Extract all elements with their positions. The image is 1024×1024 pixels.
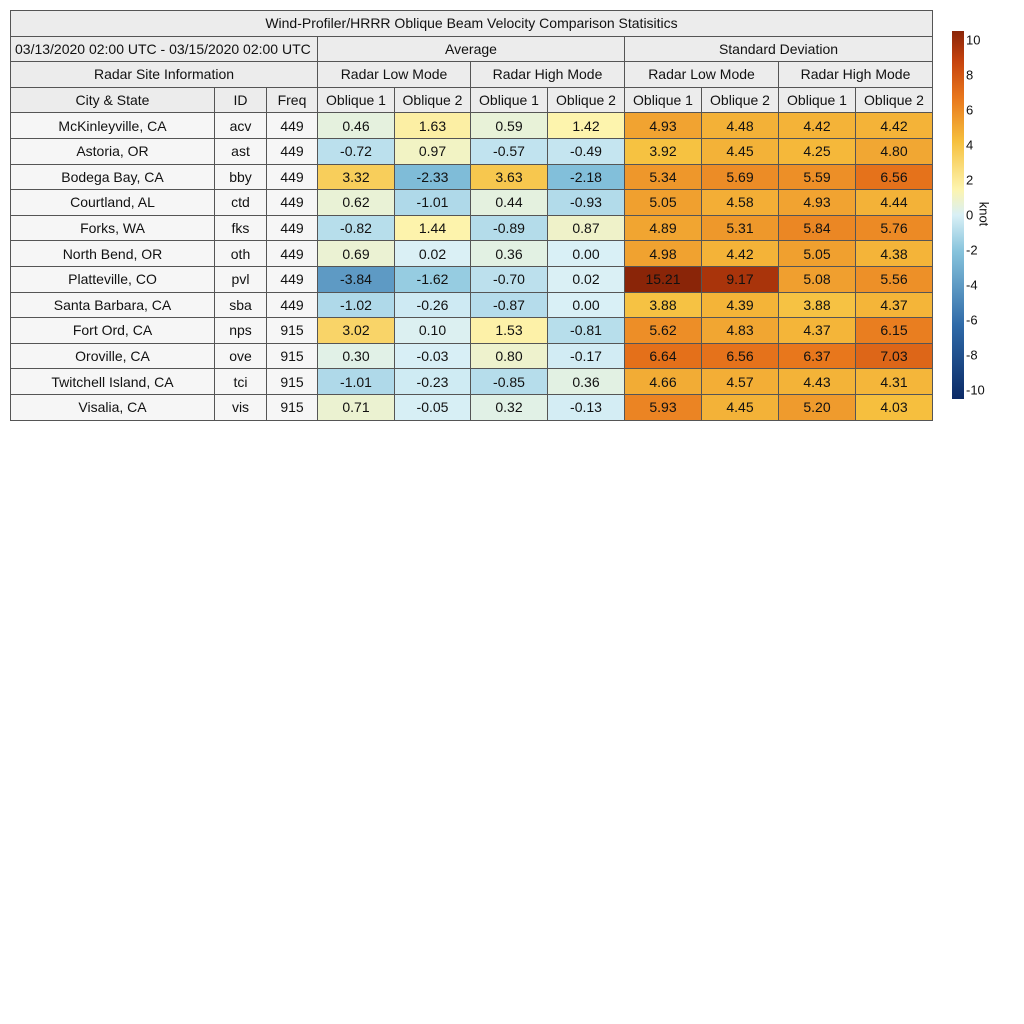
value-cell: 0.71 — [318, 394, 395, 420]
column-header: Oblique 1 — [318, 87, 395, 113]
avg-high-mode-header: Radar High Mode — [471, 62, 625, 88]
value-cell: -2.33 — [395, 164, 471, 190]
value-cell: 0.46 — [318, 113, 395, 139]
city-cell: Visalia, CA — [11, 394, 215, 420]
value-cell: 5.05 — [779, 241, 856, 267]
city-cell: Courtland, AL — [11, 190, 215, 216]
column-header: Oblique 2 — [856, 87, 933, 113]
value-cell: 1.42 — [548, 113, 625, 139]
table-row — [11, 394, 933, 420]
value-cell: 5.05 — [625, 190, 702, 216]
value-cell: -3.84 — [318, 266, 395, 292]
value-cell: 3.32 — [318, 164, 395, 190]
value-cell: -0.03 — [395, 343, 471, 369]
value-cell: 4.83 — [702, 318, 779, 344]
id-cell: ove — [215, 343, 267, 369]
id-cell: vis — [215, 394, 267, 420]
id-cell: tci — [215, 369, 267, 395]
value-cell: 4.38 — [856, 241, 933, 267]
table-row — [11, 215, 933, 241]
value-cell: -1.62 — [395, 266, 471, 292]
avg-low-mode-header: Radar Low Mode — [318, 62, 471, 88]
city-cell: Astoria, OR — [11, 138, 215, 164]
freq-cell: 449 — [267, 113, 318, 139]
value-cell: 3.88 — [625, 292, 702, 318]
value-cell: 4.58 — [702, 190, 779, 216]
value-cell: 4.44 — [856, 190, 933, 216]
table-row — [11, 241, 933, 267]
value-cell: 0.10 — [395, 318, 471, 344]
table-row — [11, 190, 933, 216]
value-cell: 4.42 — [702, 241, 779, 267]
value-cell: -0.82 — [318, 215, 395, 241]
colorbar-tick: 2 — [966, 172, 974, 188]
colorbar-tick: -2 — [966, 242, 978, 258]
freq-cell: 449 — [267, 164, 318, 190]
city-cell: Forks, WA — [11, 215, 215, 241]
table-row — [11, 113, 933, 139]
column-header: Freq — [267, 87, 318, 113]
table-row — [11, 138, 933, 164]
id-cell: ctd — [215, 190, 267, 216]
value-cell: 4.48 — [702, 113, 779, 139]
date-range: 03/13/2020 02:00 UTC - 03/15/2020 02:00 UTC — [11, 36, 318, 62]
id-cell: sba — [215, 292, 267, 318]
value-cell: 6.15 — [856, 318, 933, 344]
table-title: Wind-Profiler/HRRR Oblique Beam Velocity Comparison Statisitics — [11, 11, 933, 37]
colorbar-tick: 10 — [966, 32, 981, 48]
value-cell: -0.17 — [548, 343, 625, 369]
value-cell: -0.70 — [471, 266, 548, 292]
sd-low-mode-header: Radar Low Mode — [625, 62, 779, 88]
value-cell: 5.56 — [856, 266, 933, 292]
value-cell: -0.05 — [395, 394, 471, 420]
column-header: Oblique 1 — [625, 87, 702, 113]
colorbar-tick: 0 — [966, 207, 974, 223]
value-cell: -0.57 — [471, 138, 548, 164]
value-cell: 7.03 — [856, 343, 933, 369]
value-cell: 0.00 — [548, 241, 625, 267]
freq-cell: 915 — [267, 318, 318, 344]
table-row — [11, 318, 933, 344]
value-cell: -0.13 — [548, 394, 625, 420]
city-cell: Oroville, CA — [11, 343, 215, 369]
value-cell: 4.25 — [779, 138, 856, 164]
table-row — [11, 266, 933, 292]
value-cell: 1.44 — [395, 215, 471, 241]
value-cell: 4.42 — [856, 113, 933, 139]
value-cell: -2.18 — [548, 164, 625, 190]
colorbar — [952, 31, 964, 399]
value-cell: 4.89 — [625, 215, 702, 241]
column-header: Oblique 1 — [779, 87, 856, 113]
value-cell: 5.62 — [625, 318, 702, 344]
city-cell: Platteville, CO — [11, 266, 215, 292]
colorbar-label: knot — [976, 201, 992, 227]
value-cell: 4.37 — [779, 318, 856, 344]
freq-cell: 915 — [267, 394, 318, 420]
value-cell: 5.59 — [779, 164, 856, 190]
column-header: Oblique 2 — [702, 87, 779, 113]
value-cell: -0.49 — [548, 138, 625, 164]
value-cell: 5.08 — [779, 266, 856, 292]
value-cell: 9.17 — [702, 266, 779, 292]
value-cell: 6.64 — [625, 343, 702, 369]
value-cell: -1.01 — [395, 190, 471, 216]
value-cell: 4.39 — [702, 292, 779, 318]
value-cell: 15.21 — [625, 266, 702, 292]
id-cell: pvl — [215, 266, 267, 292]
value-cell: 4.80 — [856, 138, 933, 164]
value-cell: 6.56 — [856, 164, 933, 190]
colorbar-tick: -6 — [966, 312, 978, 328]
freq-cell: 449 — [267, 215, 318, 241]
colorbar-tick: -8 — [966, 347, 978, 363]
colorbar-tick: 8 — [966, 67, 974, 83]
value-cell: 0.02 — [548, 266, 625, 292]
city-cell: North Bend, OR — [11, 241, 215, 267]
value-cell: 0.59 — [471, 113, 548, 139]
value-cell: 5.76 — [856, 215, 933, 241]
value-cell: -0.81 — [548, 318, 625, 344]
value-cell: -0.85 — [471, 369, 548, 395]
id-cell: nps — [215, 318, 267, 344]
value-cell: 3.92 — [625, 138, 702, 164]
value-cell: 5.69 — [702, 164, 779, 190]
table-row — [11, 369, 933, 395]
city-cell: McKinleyville, CA — [11, 113, 215, 139]
colorbar-tick: 6 — [966, 102, 974, 118]
value-cell: 4.37 — [856, 292, 933, 318]
value-cell: 1.63 — [395, 113, 471, 139]
freq-cell: 915 — [267, 343, 318, 369]
value-cell: 3.88 — [779, 292, 856, 318]
freq-cell: 449 — [267, 138, 318, 164]
value-cell: 5.84 — [779, 215, 856, 241]
value-cell: 5.34 — [625, 164, 702, 190]
city-cell: Twitchell Island, CA — [11, 369, 215, 395]
table-row — [11, 164, 933, 190]
value-cell: 0.00 — [548, 292, 625, 318]
freq-cell: 449 — [267, 266, 318, 292]
value-cell: 4.03 — [856, 394, 933, 420]
value-cell: 4.93 — [779, 190, 856, 216]
city-cell: Santa Barbara, CA — [11, 292, 215, 318]
freq-cell: 449 — [267, 190, 318, 216]
value-cell: 0.87 — [548, 215, 625, 241]
value-cell: 5.20 — [779, 394, 856, 420]
value-cell: 4.42 — [779, 113, 856, 139]
freq-cell: 915 — [267, 369, 318, 395]
value-cell: -0.72 — [318, 138, 395, 164]
value-cell: 5.31 — [702, 215, 779, 241]
column-header: City & State — [11, 87, 215, 113]
id-cell: acv — [215, 113, 267, 139]
colorbar-tick: -10 — [966, 382, 985, 398]
column-header: Oblique 2 — [548, 87, 625, 113]
value-cell: 4.31 — [856, 369, 933, 395]
column-header: Oblique 1 — [471, 87, 548, 113]
city-cell: Fort Ord, CA — [11, 318, 215, 344]
value-cell: -1.02 — [318, 292, 395, 318]
value-cell: 0.36 — [548, 369, 625, 395]
value-cell: 0.02 — [395, 241, 471, 267]
value-cell: -0.26 — [395, 292, 471, 318]
column-header: ID — [215, 87, 267, 113]
freq-cell: 449 — [267, 241, 318, 267]
colorbar-tick: 4 — [966, 137, 974, 153]
value-cell: 0.80 — [471, 343, 548, 369]
value-cell: 0.32 — [471, 394, 548, 420]
value-cell: 6.56 — [702, 343, 779, 369]
value-cell: -0.23 — [395, 369, 471, 395]
stddev-group-header: Standard Deviation — [625, 36, 933, 62]
value-cell: 4.45 — [702, 394, 779, 420]
value-cell: 4.43 — [779, 369, 856, 395]
value-cell: -1.01 — [318, 369, 395, 395]
value-cell: 6.37 — [779, 343, 856, 369]
value-cell: 1.53 — [471, 318, 548, 344]
sd-high-mode-header: Radar High Mode — [779, 62, 933, 88]
value-cell: 4.45 — [702, 138, 779, 164]
table-row — [11, 292, 933, 318]
freq-cell: 449 — [267, 292, 318, 318]
value-cell: -0.93 — [548, 190, 625, 216]
value-cell: 0.36 — [471, 241, 548, 267]
id-cell: fks — [215, 215, 267, 241]
value-cell: -0.87 — [471, 292, 548, 318]
value-cell: 4.57 — [702, 369, 779, 395]
site-info-header: Radar Site Information — [11, 62, 318, 88]
value-cell: 0.62 — [318, 190, 395, 216]
value-cell: 0.97 — [395, 138, 471, 164]
value-cell: 4.98 — [625, 241, 702, 267]
id-cell: ast — [215, 138, 267, 164]
average-group-header: Average — [318, 36, 625, 62]
id-cell: oth — [215, 241, 267, 267]
colorbar-tick: -4 — [966, 277, 978, 293]
value-cell: 4.66 — [625, 369, 702, 395]
value-cell: 0.44 — [471, 190, 548, 216]
column-header: Oblique 2 — [395, 87, 471, 113]
value-cell: 0.69 — [318, 241, 395, 267]
value-cell: 3.02 — [318, 318, 395, 344]
value-cell: 4.93 — [625, 113, 702, 139]
value-cell: 3.63 — [471, 164, 548, 190]
value-cell: -0.89 — [471, 215, 548, 241]
id-cell: bby — [215, 164, 267, 190]
value-cell: 5.93 — [625, 394, 702, 420]
value-cell: 0.30 — [318, 343, 395, 369]
table-row — [11, 343, 933, 369]
stats-table — [10, 10, 933, 421]
city-cell: Bodega Bay, CA — [11, 164, 215, 190]
